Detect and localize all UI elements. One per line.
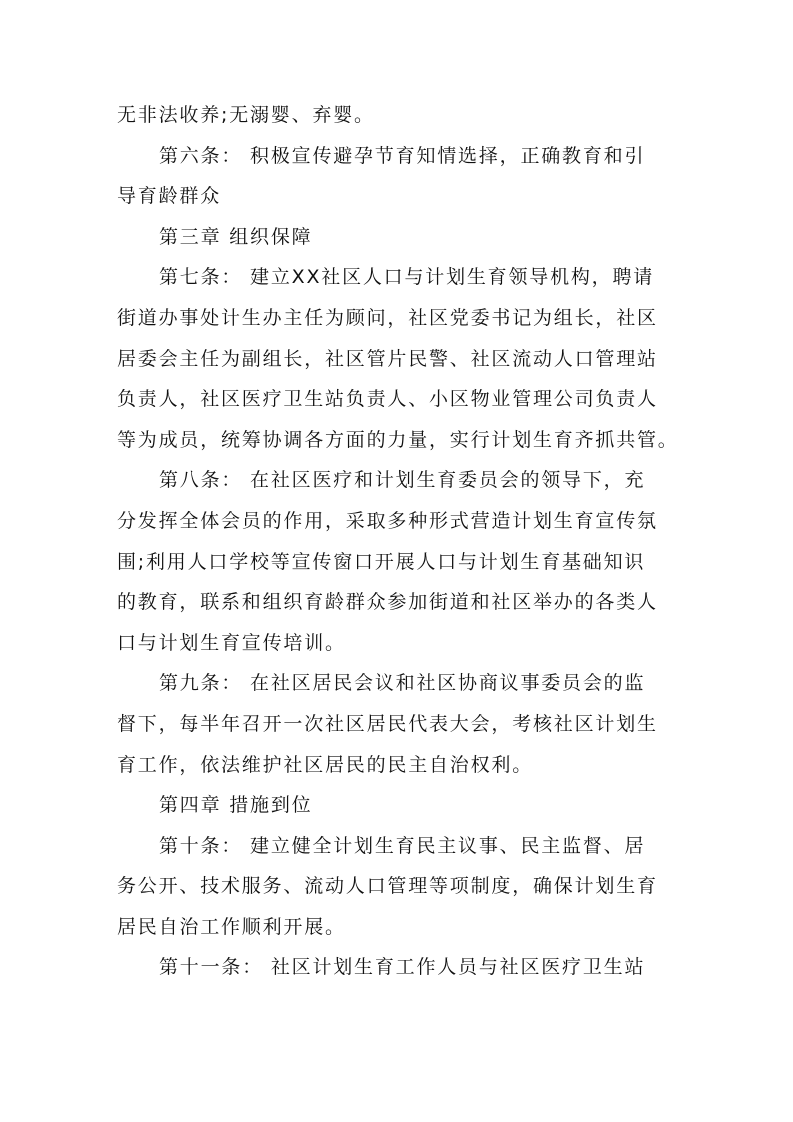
text-line: 第四章 措施到位 — [159, 794, 313, 817]
text-line: 第七条： 建立XX社区人口与计划生育领导机构，聘请 — [159, 266, 655, 289]
text-line: 街道办事处计生办主任为顾问，社区党委书记为组长，社区 — [117, 306, 658, 329]
document-page — [117, 95, 677, 988]
chapter-3-heading — [117, 217, 677, 258]
text-line: 围;利用人口学校等宣传窗口开展人口与计划生育基础知识 — [117, 550, 646, 573]
paragraph-article-6 — [117, 136, 677, 217]
paragraph-article-9 — [117, 663, 677, 785]
text-line: 育工作，依法维护社区居民的民主自治权利。 — [117, 753, 534, 776]
text-line: 第八条： 在社区医疗和计划生育委员会的领导下，充 — [159, 469, 646, 492]
paragraph-article-10 — [117, 826, 677, 948]
text-line: 等为成员，统筹协调各方面的力量，实行计划生育齐抓共管。 — [117, 428, 679, 451]
text-line: 无非法收养;无溺婴、弃婴。 — [117, 104, 375, 126]
text-line: 口与计划生育宣传培训。 — [117, 631, 346, 654]
paragraph-article-7 — [117, 257, 677, 460]
text-line: 的教育，联系和组织育龄群众参加街道和社区举办的各类人 — [117, 591, 658, 614]
paragraph-article-11 — [117, 947, 677, 988]
paragraph-1 — [117, 95, 677, 136]
text-line: 分发挥全体会员的作用，采取多种形式营造计划生育宣传氛 — [117, 509, 658, 532]
chapter-4-heading — [117, 785, 677, 826]
text-line: 第六条： 积极宣传避孕节育知情选择，正确教育和引 — [159, 144, 646, 167]
paragraph-article-8 — [117, 460, 677, 663]
text-line: 务公开、技术服务、流动人口管理等项制度，确保计划生育 — [117, 875, 658, 898]
text-line: 督下，每半年召开一次社区居民代表大会，考核社区计划生 — [117, 712, 658, 735]
text-line: 第九条： 在社区居民会议和社区协商议事委员会的监 — [159, 672, 646, 695]
text-line: 导育龄群众 — [117, 185, 222, 208]
text-line: 第三章 组织保障 — [159, 225, 313, 248]
text-line: 第十一条： 社区计划生育工作人员与社区医疗卫生站 — [159, 956, 646, 979]
text-line: 负责人，社区医疗卫生站负责人、小区物业管理公司负责人 — [117, 388, 658, 411]
text-line: 第十条： 建立健全计划生育民主议事、民主监督、居 — [159, 834, 646, 857]
text-line: 居委会主任为副组长，社区管片民警、社区流动人口管理站 — [117, 347, 658, 370]
text-line: 居民自治工作顺利开展。 — [117, 915, 346, 938]
